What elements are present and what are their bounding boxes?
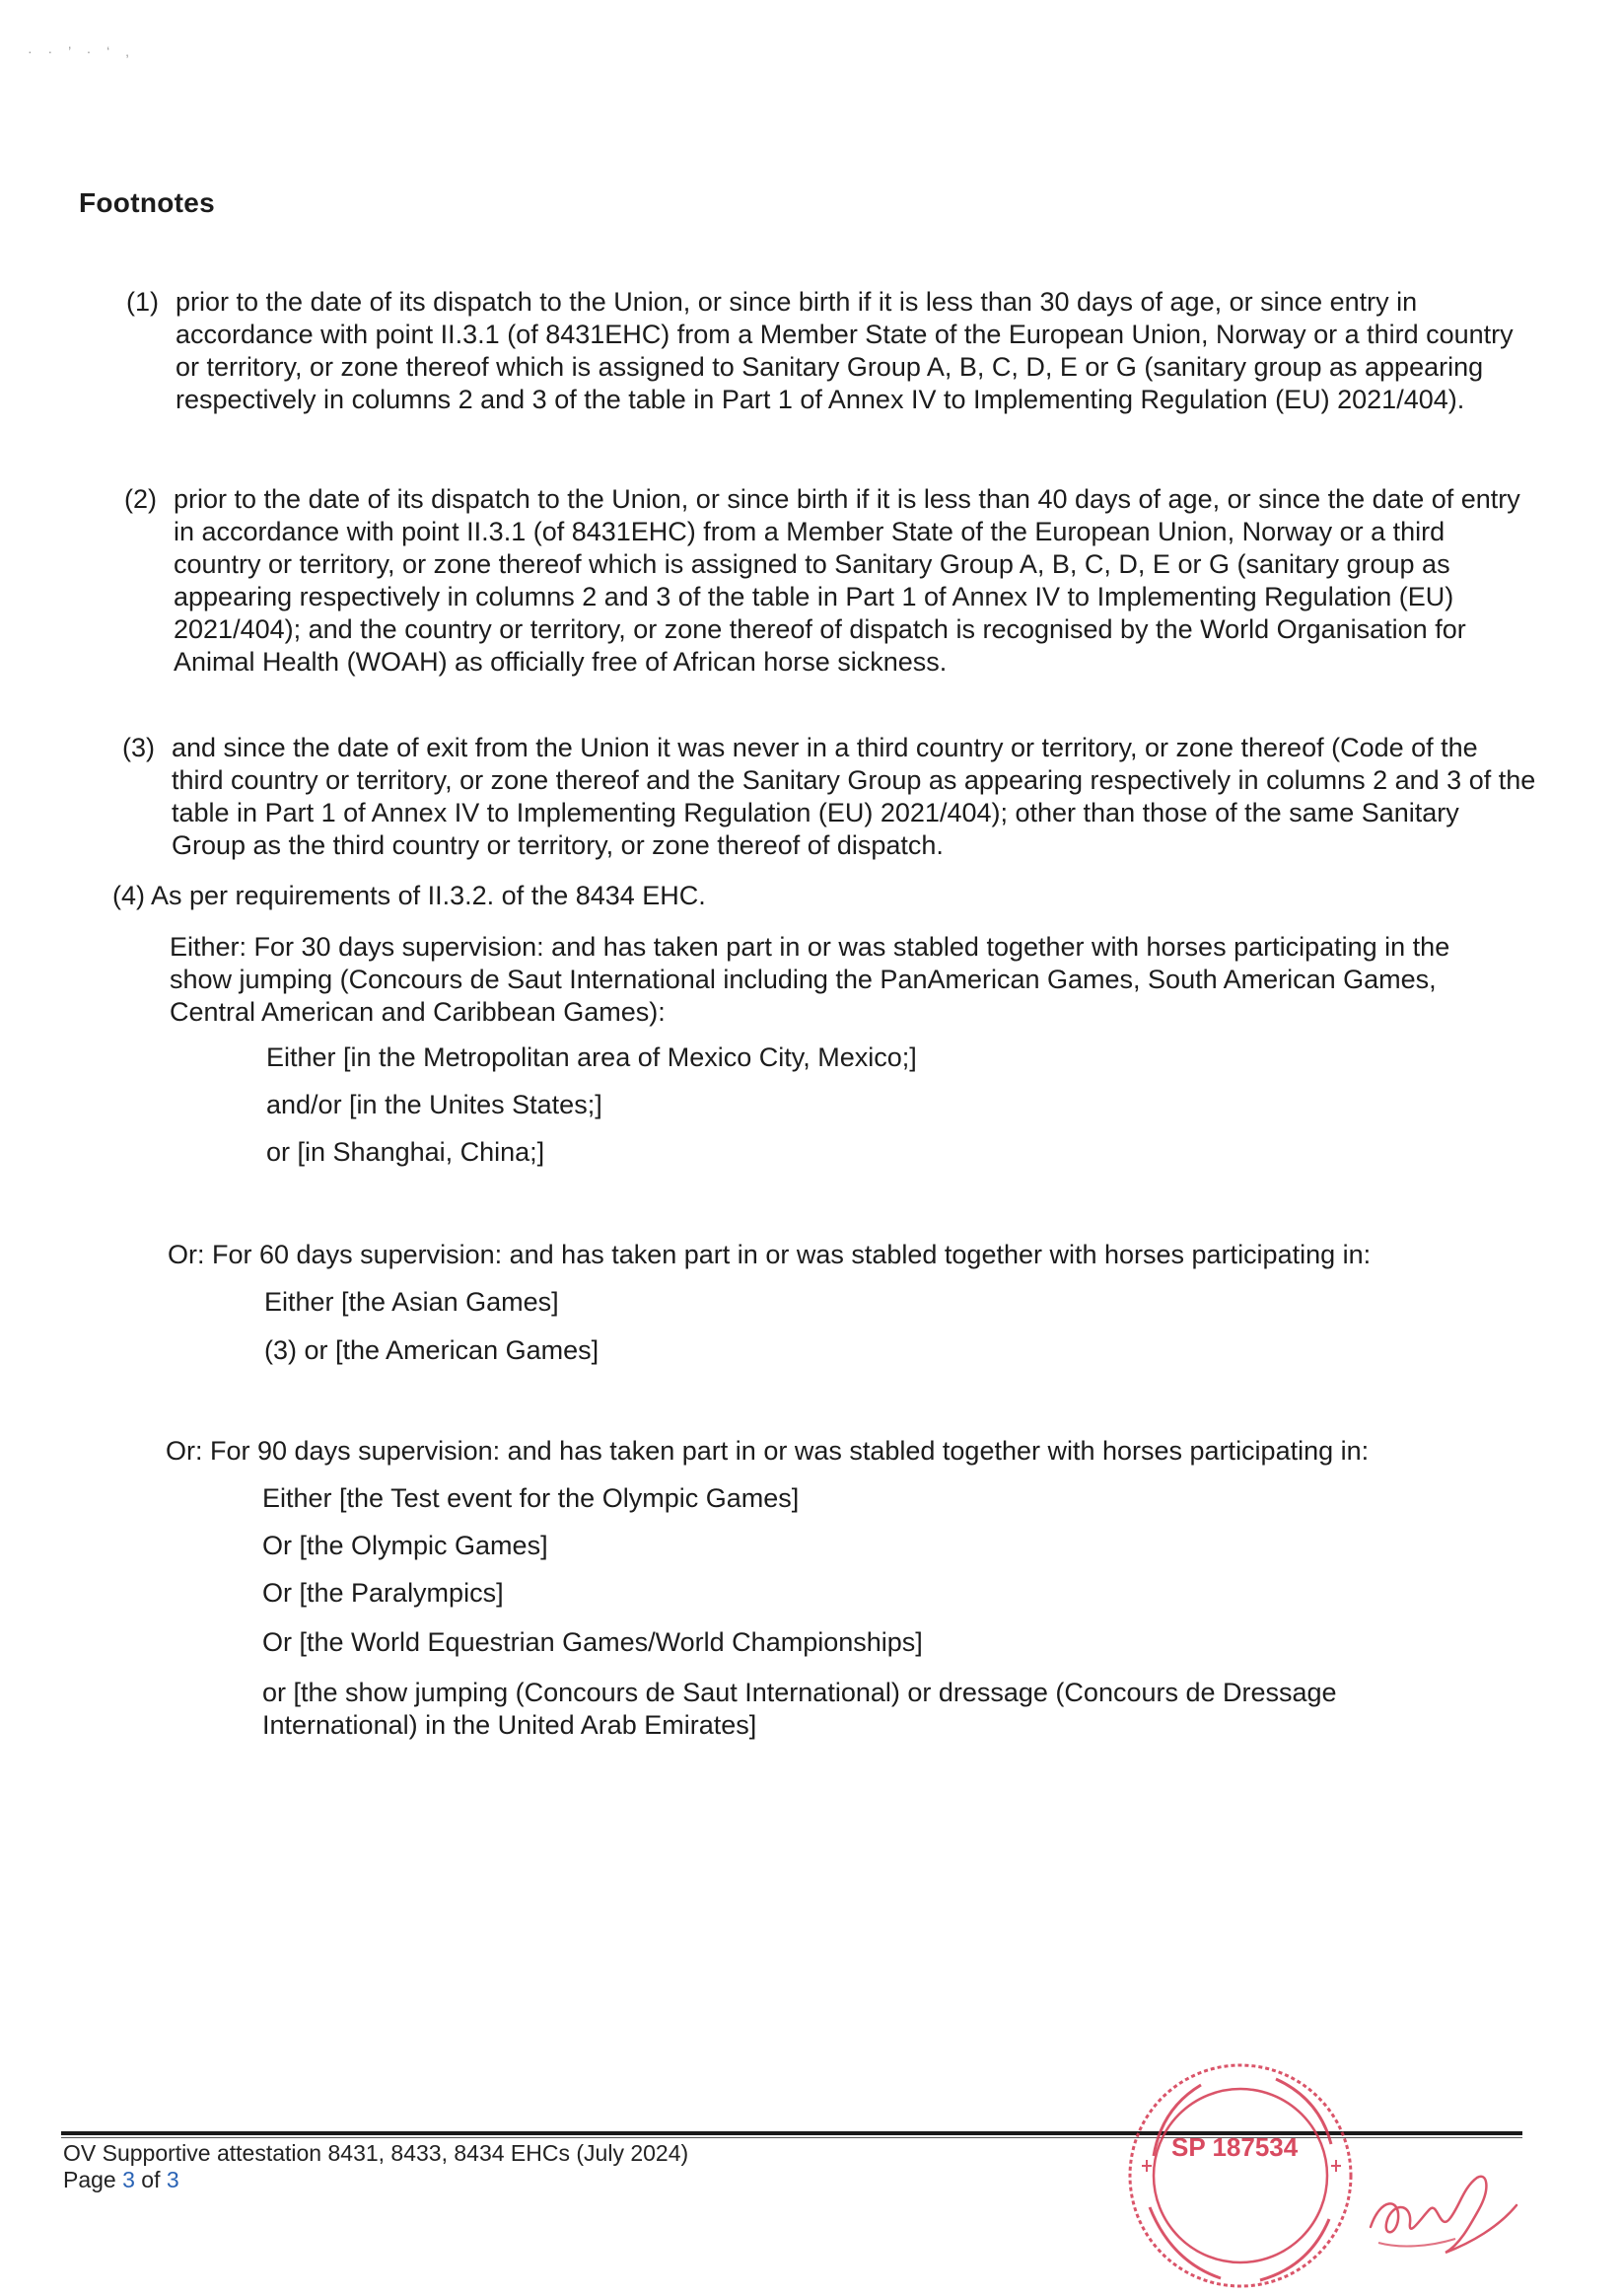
supervision-90-item: or [the show jumping (Concours de Saut International) or dressage (Concours de Dressage International) in the United Arab Emirates] xyxy=(262,1678,1337,1740)
supervision-60-days-lead: Or: For 60 days supervision: and has taken part in or was stabled together with horses participating in: xyxy=(168,1240,1372,1269)
stamp-code: SP 187534 xyxy=(1171,2132,1299,2162)
supervision-30-item: or [in Shanghai, China;] xyxy=(266,1137,545,1167)
footnote-number: (1) xyxy=(126,287,159,317)
page-total: 3 xyxy=(166,2167,179,2192)
page-of: of xyxy=(141,2167,161,2192)
supervision-90-item: Either [the Test event for the Olympic Games] xyxy=(262,1483,800,1513)
supervision-30-item: and/or [in the Unites States;] xyxy=(266,1090,602,1119)
supervision-60-item: (3) or [the American Games] xyxy=(264,1335,599,1365)
page-current: 3 xyxy=(122,2167,135,2192)
supervision-30-days-lead: Either: For 30 days supervision: and has taken part in or was stabled together with horses participating in the show jumping (Concours de Saut International including the PanAmerican Games, South American Games, Central American and Caribbean Games): xyxy=(170,932,1450,1027)
official-stamp xyxy=(1102,2049,1378,2296)
footnote-number: (3) xyxy=(122,733,155,762)
footer-document-title: OV Supportive attestation 8431, 8433, 8434 EHCs (July 2024) xyxy=(63,2140,689,2166)
scan-artifact-marks: · · ’ · ‘ , xyxy=(28,43,136,59)
footnote-3 xyxy=(122,732,1536,862)
supervision-90-item: Or [the World Equestrian Games/World Championships] xyxy=(262,1627,923,1657)
page-word: Page xyxy=(63,2167,116,2192)
footnote-4-intro: (4) As per requirements of II.3.2. of the 8434 EHC. xyxy=(112,881,706,910)
footnote-1 xyxy=(126,286,1536,416)
supervision-30-item: Either [in the Metropolitan area of Mexico City, Mexico;] xyxy=(266,1042,917,1072)
supervision-90-days-lead: Or: For 90 days supervision: and has taken part in or was stabled together with horses participating in: xyxy=(166,1436,1370,1466)
footnote-text: and since the date of exit from the Union it was never in a third country or territory, or zone thereof (Code of the third country or territory, or zone thereof and the Sanitary Group as appearing respectively in columns 2 and 3 of the table in Part 1 of Annex IV to Implementing Regulation (EU) 2021/404); other than those of the same Sanitary Group as the third country or territory, or zone thereof of dispatch. xyxy=(172,733,1536,860)
page-heading: Footnotes xyxy=(79,187,216,218)
footnote-2 xyxy=(124,483,1536,679)
footnote-text: prior to the date of its dispatch to the Union, or since birth if it is less than 40 days of age, or since the date of entry in accordance with point II.3.1 (of 8431EHC) from a Member State of the European Union, Norway or a third country or territory, or zone thereof which is assigned to Sanitary Group A, B, C, D, E or G (sanitary group as appearing respectively in columns 2 and 3 of the table in Part 1 of Annex IV to Implementing Regulation (EU) 2021/404); and the country or territory, or zone thereof of dispatch is recognised by the World Organisation for Animal Health (WOAH) as officially free of African horse sickness. xyxy=(174,484,1520,677)
signature xyxy=(1361,2158,1523,2266)
supervision-90-item: Or [the Olympic Games] xyxy=(262,1531,548,1560)
supervision-60-item: Either [the Asian Games] xyxy=(264,1287,559,1317)
footnote-text: prior to the date of its dispatch to the Union, or since birth if it is less than 30 days of age, or since entry in accordance with point II.3.1 (of 8431EHC) from a Member State of the European Union, Norway or a third country or territory, or zone thereof which is assigned to Sanitary Group A, B, C, D, E or G (sanitary group as appearing respectively in columns 2 and 3 of the table in Part 1 of Annex IV to Implementing Regulation (EU) 2021/404). xyxy=(176,287,1514,414)
footer-page-number xyxy=(63,2167,179,2193)
supervision-90-item: Or [the Paralympics] xyxy=(262,1578,504,1608)
footnote-number: (2) xyxy=(124,484,157,514)
